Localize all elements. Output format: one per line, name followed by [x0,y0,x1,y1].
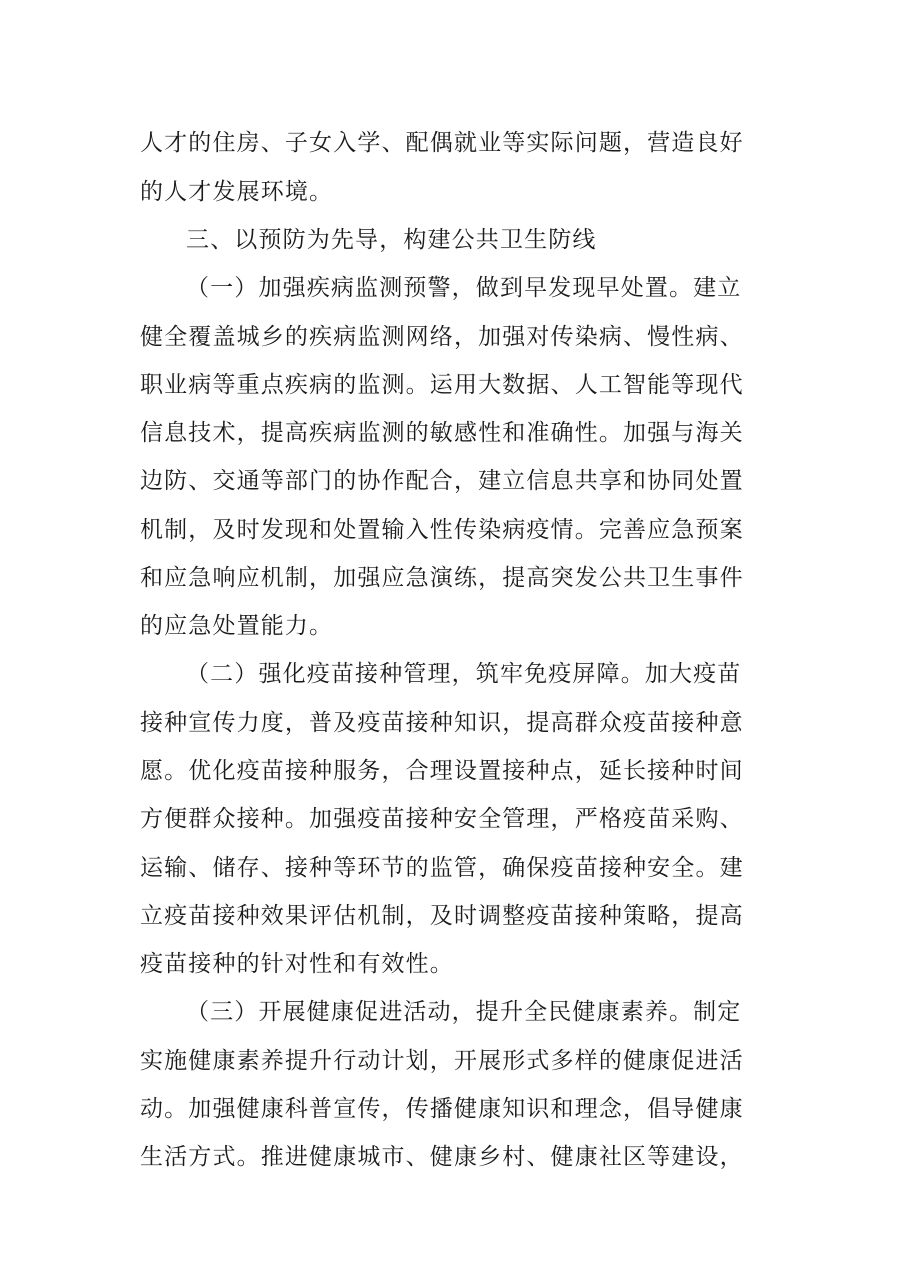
text-line: 运输、储存、接种等环节的监管，确保疫苗接种安全。建 [140,855,744,881]
paragraph-first-line: （三）开展健康促进活动，提升全民健康素养。制定 [186,999,742,1025]
text-line: 愿。优化疫苗接种服务，合理设置接种点，延长接种时间 [140,758,744,784]
text-line: 人才的住房、子女入学、配偶就业等实际问题，营造良好 [140,130,744,156]
paragraph-first-line: （二）强化疫苗接种管理，筑牢免疫屏障。加大疫苗 [186,661,742,687]
text-line: 生活方式。推进健康城市、健康乡村、健康社区等建设， [140,1144,744,1170]
text-line: 疫苗接种的针对性和有效性。 [140,951,454,977]
text-line: 信息技术，提高疾病监测的敏感性和准确性。加强与海关 [140,420,744,446]
section-heading: 三、以预防为先导，构建公共卫生防线 [186,227,597,253]
text-line: 接种宣传力度，普及疫苗接种知识，提高群众疫苗接种意 [140,710,744,736]
text-line: 实施健康素养提升行动计划，开展形式多样的健康促进活 [140,1048,744,1074]
text-line: 动。加强健康科普宣传，传播健康知识和理念，倡导健康 [140,1096,744,1122]
text-line: 的人才发展环境。 [140,179,334,205]
text-line: 边防、交通等部门的协作配合，建立信息共享和协同处置 [140,468,744,494]
text-line: 方便群众接种。加强疫苗接种安全管理，严格疫苗采购、 [140,806,744,832]
paragraph-first-line: （一）加强疾病监测预警，做到早发现早处置。建立 [186,275,742,301]
text-line: 职业病等重点疾病的监测。运用大数据、人工智能等现代 [140,372,744,398]
text-line: 立疫苗接种效果评估机制，及时调整疫苗接种策略，提高 [140,903,744,929]
text-line: 的应急处置能力。 [140,613,334,639]
text-line: 健全覆盖城乡的疾病监测网络，加强对传染病、慢性病、 [140,324,744,350]
text-line: 和应急响应机制，加强应急演练，提高突发公共卫生事件 [140,565,744,591]
text-line: 机制，及时发现和处置输入性传染病疫情。完善应急预案 [140,517,744,543]
